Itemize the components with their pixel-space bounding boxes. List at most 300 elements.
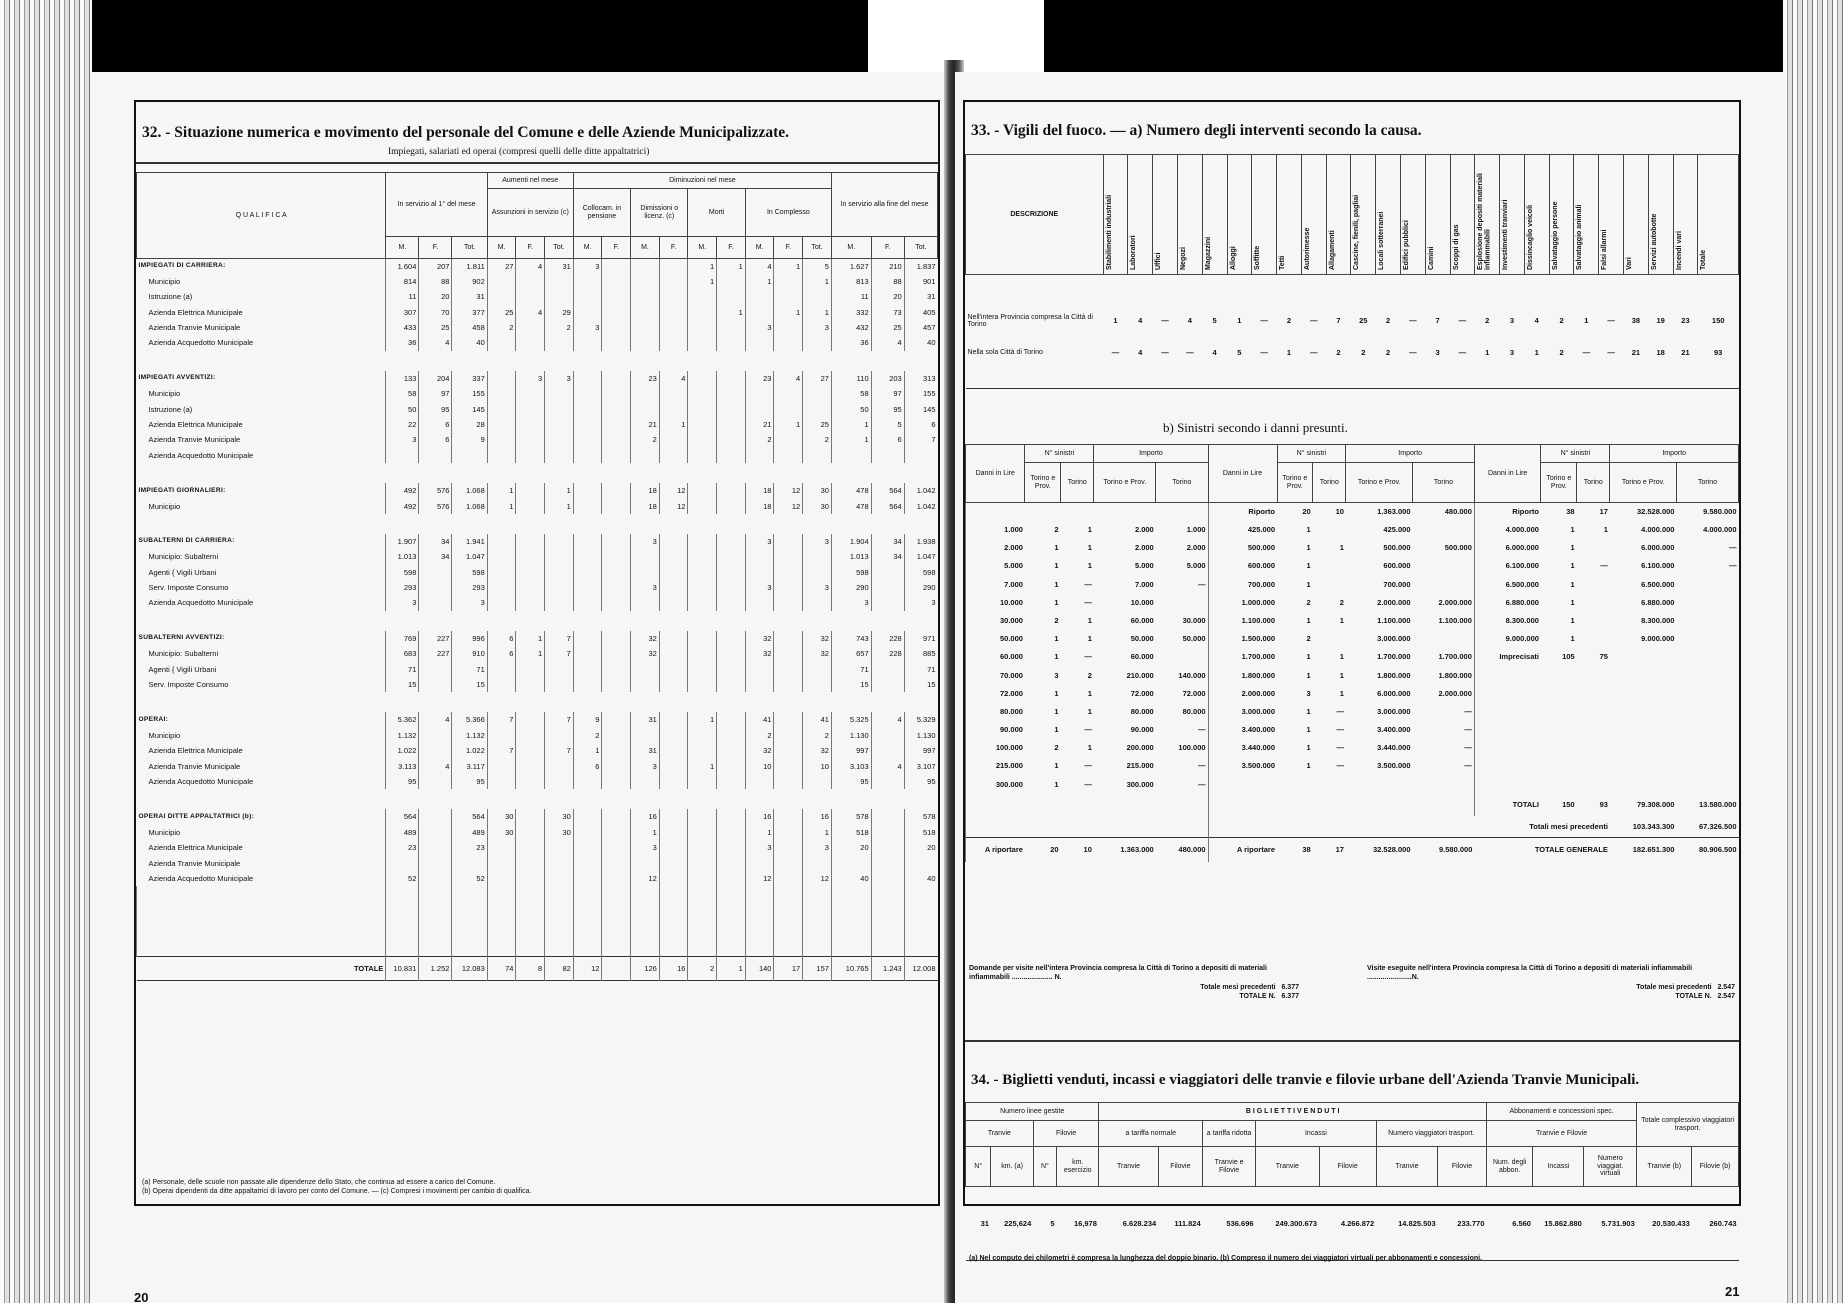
cell: 1 (1286, 347, 1292, 357)
cell: 2 (1559, 315, 1564, 325)
cell (573, 305, 602, 320)
cell: 5.325 (831, 712, 871, 727)
note-a: (a) Personale, delle scuole non passate alle dipendenze dello Stato, che continua ad essere a carico del Comune. (142, 1179, 496, 1186)
domande-label: Domande per visite nell'intera Provincia compresa la Città di Torino a depositi di materiali infiammabili ..................... N. (969, 965, 1267, 982)
total-cell: 74 (487, 956, 516, 980)
col-tariffa-rid: a tariffa ridotta (1203, 1121, 1256, 1147)
cell: 1 (1054, 688, 1059, 698)
cell: 1.068 (452, 483, 487, 498)
cell: — (1084, 779, 1092, 789)
cell: 50 (386, 402, 419, 417)
cell (1577, 539, 1610, 557)
cell: 1 (1570, 615, 1575, 625)
cell: 40 (904, 871, 937, 886)
cell: 564 (452, 809, 487, 824)
cell (1676, 757, 1738, 775)
cell: 22 (386, 417, 419, 432)
table34 (965, 1102, 1739, 1261)
table32 (136, 172, 938, 981)
cell (717, 499, 746, 514)
cell: 1.047 (452, 549, 487, 564)
cell: 31 (631, 712, 660, 727)
cell: 6.000.000 (1474, 539, 1541, 557)
cell (966, 503, 1025, 521)
row-label: Nella sola Città di Torino (967, 349, 1043, 356)
cell (688, 320, 717, 335)
row-label: Azienda Elettrica Municipale (148, 746, 243, 756)
cell: 500.000 (1208, 539, 1277, 557)
table-row (966, 612, 1739, 630)
cell: 1 (1570, 561, 1575, 571)
cell (717, 565, 746, 580)
cell: 598 (452, 565, 487, 580)
cell (774, 825, 803, 840)
cell (717, 448, 746, 463)
cause-label: Autorimesse (1303, 227, 1311, 270)
table-row (137, 305, 938, 320)
cell: 1 (688, 712, 717, 727)
cell (745, 596, 774, 611)
cell (803, 677, 832, 692)
cell: 2.000 (1134, 543, 1154, 553)
cell: 3 (745, 320, 774, 335)
cell: 67.326.500 (1698, 821, 1737, 831)
cell (1610, 739, 1677, 757)
table-row (966, 739, 1739, 757)
cell: 600.000 (1383, 561, 1411, 571)
cell (1346, 794, 1413, 816)
cell: 1.000 (966, 521, 1025, 539)
cell: 40 (831, 871, 871, 886)
cell: 6.000.000 (1377, 688, 1411, 698)
cell: 1 (1054, 761, 1059, 771)
cell: 14.825.503 (1398, 1218, 1436, 1228)
cell: 997 (904, 743, 937, 758)
cell (717, 580, 746, 595)
cell (1676, 775, 1738, 793)
cell (659, 631, 688, 646)
cell: 2 (1054, 525, 1059, 535)
table-row (966, 575, 1739, 593)
col-tranvie-b: Tranvie (b) (1637, 1147, 1692, 1187)
col-tp: Torino e Prov. (1277, 463, 1313, 503)
table32-subtitle: Impiegati, salariati ed operai (compresi quelli delle ditte appaltatrici) (388, 147, 650, 157)
col-f: F. (774, 237, 803, 259)
cell: 18 (631, 483, 660, 498)
cell (516, 825, 545, 840)
cell (904, 448, 937, 463)
cell (688, 743, 717, 758)
cell (688, 565, 717, 580)
cell: 155 (904, 386, 937, 401)
cell (688, 402, 717, 417)
cell: 16,978 (1073, 1218, 1097, 1228)
cell: 20.530.433 (1652, 1218, 1690, 1228)
cause-label: Camini (1427, 246, 1435, 270)
table-row (137, 580, 938, 595)
table34-note: (a) Nel computo dei chilometri è compresa la lunghezza del doppio binario. (b) Compreso il numero dei viaggiatori virtuali per abbonamenti e concessioni. (969, 1255, 1483, 1262)
cell: 3 (516, 371, 545, 386)
cell (573, 483, 602, 498)
cell (602, 840, 631, 855)
cell (688, 646, 717, 661)
cause-label: Negozi (1179, 246, 1187, 270)
cell: 478 (831, 483, 871, 498)
cell: 1 (1054, 561, 1059, 571)
cell: 2 (1087, 670, 1092, 680)
cell: — (1458, 315, 1467, 325)
cell: 1.800.000 (1438, 670, 1472, 680)
cell (545, 871, 574, 886)
table-row (137, 448, 938, 463)
cell (602, 289, 631, 304)
cell: 3.000.000 (1208, 703, 1277, 721)
cell: 80.906.500 (1698, 845, 1737, 854)
cell: — (1161, 315, 1169, 325)
cell: 2 (1361, 347, 1366, 357)
col-m: M. (573, 237, 602, 259)
cell (516, 596, 545, 611)
cell: 3 (631, 580, 660, 595)
total-cell: 140 (745, 956, 774, 980)
col-filovie: Filovie (1438, 1147, 1487, 1187)
cell (545, 565, 574, 580)
cell: 1 (1306, 761, 1311, 771)
cell: 15.862.880 (1544, 1218, 1582, 1228)
cell (602, 580, 631, 595)
cell: 2 (1336, 347, 1341, 357)
cell: — (1464, 761, 1472, 771)
col-km-a: km. (a) (991, 1147, 1033, 1187)
cell (688, 596, 717, 611)
col-t: Torino (1061, 463, 1094, 503)
cell: 3 (386, 596, 419, 611)
cell: 3.113 (386, 759, 419, 774)
cell: 15 (831, 677, 871, 692)
col-filovie: Filovie (1319, 1147, 1376, 1187)
cell: 23 (1681, 315, 1690, 325)
col-m: M. (631, 237, 660, 259)
cell: 1 (1306, 743, 1311, 753)
cell (745, 305, 774, 320)
cell: 23 (631, 371, 660, 386)
cell (1277, 816, 1313, 838)
table-row (137, 534, 938, 549)
cell: 31 (631, 743, 660, 758)
cell: 4 (419, 712, 452, 727)
cell: 2 (803, 728, 832, 743)
cell (487, 417, 516, 432)
cell: 743 (831, 631, 871, 646)
cell: — (1198, 761, 1206, 771)
cell (573, 774, 602, 789)
cell: 36 (831, 335, 871, 350)
cell: 25 (803, 417, 832, 432)
note-b: (b) Operai dipendenti da ditte appaltatrici di lavoro per conto del Comune. — (c) Compresi i movimenti per cambio di qualifica. (142, 1188, 532, 1196)
cell: 34 (419, 534, 452, 549)
cell (774, 289, 803, 304)
cell (516, 662, 545, 677)
cell: 6.100.000 (1474, 557, 1541, 575)
cell (1541, 703, 1577, 721)
cell (659, 289, 688, 304)
cell: — (1260, 315, 1268, 325)
cell: 11 (831, 289, 871, 304)
cell: 21 (745, 417, 774, 432)
cell (688, 534, 717, 549)
cell (1094, 503, 1156, 521)
cause-label: Uffici (1155, 252, 1163, 270)
cell: 93 (1599, 799, 1608, 809)
cell: 813 (831, 274, 871, 289)
cell: 1 (1087, 706, 1092, 716)
cell (516, 677, 545, 692)
cell (602, 259, 631, 274)
col-cause (1599, 155, 1624, 275)
cell: 30 (545, 809, 574, 824)
cell: 4 (871, 759, 904, 774)
cell: 1.941 (452, 534, 487, 549)
cell: 27 (487, 259, 516, 274)
cell (774, 809, 803, 824)
cell: 10.000 (966, 593, 1025, 611)
cell: 518 (831, 825, 871, 840)
col-t: Torino (1156, 463, 1208, 503)
cell: 2.000.000 (1208, 684, 1277, 702)
domande-prec-label: Totale mesi precedenti (1200, 983, 1276, 991)
cell: 4 (516, 305, 545, 320)
cell: 5.000 (966, 557, 1025, 575)
row-label: SUBALTERNI AVVENTIZI: (138, 634, 225, 642)
cell: 293 (386, 580, 419, 595)
cell: 971 (904, 631, 937, 646)
cell (966, 794, 1025, 816)
cell (803, 549, 832, 564)
total-cell: 1.252 (419, 956, 452, 980)
table-row (137, 646, 938, 661)
cell: 1 (717, 259, 746, 274)
cell (717, 677, 746, 692)
cell (573, 662, 602, 677)
cell: 10 (1335, 507, 1344, 517)
cell (419, 743, 452, 758)
cell: 80.000 (966, 703, 1025, 721)
cell (573, 677, 602, 692)
cell: — (1084, 761, 1092, 771)
cell: 1.132 (452, 728, 487, 743)
row-label: Azienda Tranvie Municipale (148, 858, 241, 868)
cell (774, 759, 803, 774)
cell: 79.308.000 (1636, 799, 1675, 809)
cell (659, 743, 688, 758)
cell: 228 (871, 646, 904, 661)
cell (573, 871, 602, 886)
table-row (966, 1213, 1739, 1235)
cell (487, 662, 516, 677)
cell (602, 320, 631, 335)
cell: 997 (831, 743, 871, 758)
cell: 6.880.000 (1474, 593, 1541, 611)
cell (602, 417, 631, 432)
cell: 1.100.000 (1208, 612, 1277, 630)
cell: — (1198, 579, 1206, 589)
cell: 16 (745, 809, 774, 824)
cell (545, 580, 574, 595)
cell: 71 (831, 662, 871, 677)
col-f: F. (516, 237, 545, 259)
page-number-right: 21 (1725, 1284, 1740, 1299)
cell: — (1336, 725, 1344, 735)
cell (659, 320, 688, 335)
cell: 41 (803, 712, 832, 727)
cell: 4 (871, 335, 904, 350)
cell: 12 (774, 499, 803, 514)
cell: 227 (419, 646, 452, 661)
cell (1346, 816, 1413, 838)
cell (1577, 575, 1610, 593)
cell (803, 402, 832, 417)
row-label: Municipio (148, 827, 181, 837)
cell (774, 274, 803, 289)
row-label: Nell'intera Provincia compresa la Città di Torino (967, 313, 1093, 328)
cell (545, 448, 574, 463)
cell (602, 809, 631, 824)
cell: 32 (631, 631, 660, 646)
cell (516, 335, 545, 350)
cell (659, 677, 688, 692)
cell: 60.000 (1130, 615, 1154, 625)
cell: — (1729, 561, 1737, 571)
cell (545, 289, 574, 304)
cell (1061, 503, 1094, 521)
cell (1208, 816, 1277, 838)
cell: 80.000 (1182, 706, 1206, 716)
col-num-abbon: Num. degli abbon. (1486, 1147, 1533, 1187)
col-n: N° (966, 1147, 991, 1187)
cell (717, 371, 746, 386)
col-tp: Torino e Prov. (1094, 463, 1156, 503)
cell (602, 774, 631, 789)
cell (1094, 816, 1156, 838)
cell: 598 (386, 565, 419, 580)
cell (487, 274, 516, 289)
cell: 4 (1187, 315, 1192, 325)
cell (1676, 721, 1738, 739)
cell (871, 825, 904, 840)
table-row (137, 432, 938, 447)
cell: 4 (516, 259, 545, 274)
cell (573, 580, 602, 595)
cell: 31 (452, 289, 487, 304)
cell: A riportare (966, 838, 1025, 862)
cell: 5.362 (386, 712, 419, 727)
cell (717, 534, 746, 549)
cell: 95 (386, 774, 419, 789)
col-linee: Numero linee gestite (966, 1103, 1099, 1121)
cell (659, 825, 688, 840)
cell (774, 631, 803, 646)
cell (573, 565, 602, 580)
cell (717, 386, 746, 401)
cell: 9.580.000 (1703, 507, 1737, 517)
cell: 228 (871, 631, 904, 646)
cell: 1 (1570, 579, 1575, 589)
row-label: Azienda Elettrica Municipale (148, 843, 243, 853)
cell: 1 (1306, 725, 1311, 735)
cell (487, 335, 516, 350)
cell: 4.000.000 (1703, 525, 1737, 535)
cell: 3.500.000 (1377, 761, 1411, 771)
cell: 6.628.234 (1122, 1218, 1157, 1228)
cell: 5 (871, 417, 904, 432)
cell: 1 (1306, 579, 1311, 589)
cell: 105 (1562, 652, 1575, 662)
table-row (966, 337, 1739, 369)
cell: 23 (452, 840, 487, 855)
cell: 1 (745, 274, 774, 289)
cell: 3.400.000 (1377, 725, 1411, 735)
cell: 1 (573, 743, 602, 758)
cell (516, 549, 545, 564)
cell (717, 712, 746, 727)
cause-label: Vari (1626, 256, 1633, 270)
cause-label: Soffitte (1254, 245, 1262, 270)
cell (688, 371, 717, 386)
cell: 1 (1570, 634, 1575, 644)
cell: 1.837 (904, 259, 937, 274)
cell: 2 (803, 432, 832, 447)
cell: 150 (1562, 799, 1575, 809)
cell: 12 (659, 483, 688, 498)
domande-prec: 6.377 (1281, 983, 1299, 991)
table-row (137, 840, 938, 855)
row-label: OPERAI DITTE APPALTATRICI (b): (138, 812, 255, 820)
cell: 1 (1339, 652, 1344, 662)
cell: A riportare (1208, 838, 1277, 862)
cell: 227 (419, 631, 452, 646)
cell: 5 (1050, 1218, 1055, 1228)
row-label: Agenti { Vigili Urbani (148, 664, 217, 674)
cell (1156, 593, 1208, 611)
cell (1313, 816, 1346, 838)
cell (659, 305, 688, 320)
cell: 3.500.000 (1208, 757, 1277, 775)
cell: 1 (774, 417, 803, 432)
total-cell: 157 (803, 956, 832, 980)
cell (602, 305, 631, 320)
total-cell: 1.243 (871, 956, 904, 980)
cell (871, 774, 904, 789)
cell: 3 (803, 840, 832, 855)
cell: 7.000 (1134, 579, 1154, 589)
cell (871, 580, 904, 595)
col-cause (1227, 155, 1252, 275)
col-cause (1153, 155, 1178, 275)
cell (573, 534, 602, 549)
cause-label: Dissincaglio veicoli (1526, 204, 1534, 270)
cell: 18 (745, 499, 774, 514)
cell: 1 (688, 759, 717, 774)
cell (487, 402, 516, 417)
cell (659, 774, 688, 789)
cell: 12 (774, 483, 803, 498)
total-cell: 1 (717, 956, 746, 980)
total-cell (602, 956, 631, 980)
cell: 432 (831, 320, 871, 335)
cell (774, 662, 803, 677)
col-cause (1252, 155, 1277, 275)
cell (419, 728, 452, 743)
